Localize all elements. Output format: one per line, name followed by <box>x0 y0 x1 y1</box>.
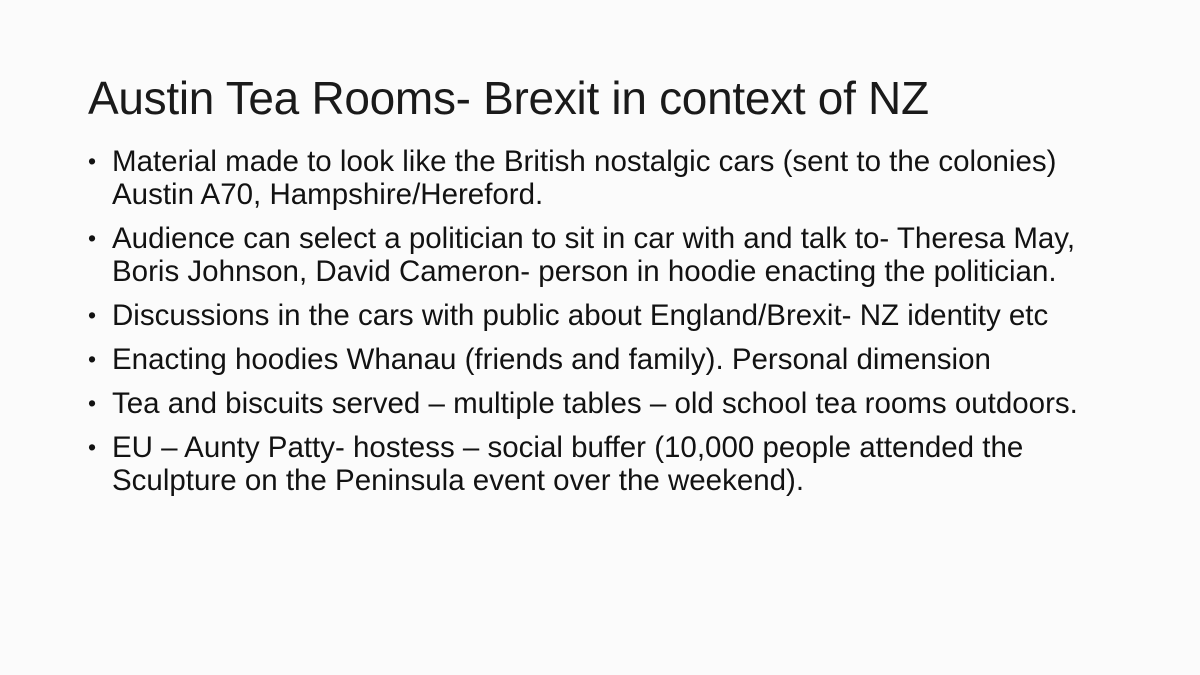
bullet-text: Tea and biscuits served – multiple tables – old school tea rooms outdoors. <box>112 387 1078 420</box>
bullet-icon: • <box>88 148 97 174</box>
bullet-icon: • <box>88 346 97 372</box>
bullet-text: Audience can select a politician to sit in car with and talk to- Theresa May, Boris Johnson, David Cameron- person in hoodie enacting the politician. <box>112 222 1076 288</box>
bullet-item-discussions <box>88 299 1128 332</box>
slide-title: Austin Tea Rooms- Brexit in context of NZ <box>88 72 929 124</box>
bullet-icon: • <box>88 390 97 416</box>
bullet-text: Enacting hoodies Whanau (friends and family). Personal dimension <box>112 343 991 376</box>
bullet-icon: • <box>88 434 97 460</box>
bullet-item-whanau <box>88 343 1128 376</box>
bullet-icon: • <box>88 225 97 251</box>
bullet-icon: • <box>88 302 97 328</box>
bullet-text: Discussions in the cars with public about England/Brexit- NZ identity etc <box>112 299 1049 332</box>
bullet-text: EU – Aunty Patty- hostess – social buffer (10,000 people attended the Sculpture on the Peninsula event over the weekend). <box>112 431 1024 497</box>
bullet-list <box>88 145 1128 508</box>
bullet-text: Material made to look like the British nostalgic cars (sent to the colonies) Austin A70, Hampshire/Hereford. <box>112 145 1057 211</box>
bullet-item-eu-hostess <box>88 431 1128 497</box>
bullet-item-audience <box>88 222 1128 288</box>
bullet-item-tea-biscuits <box>88 387 1128 420</box>
bullet-item-materials <box>88 145 1128 211</box>
